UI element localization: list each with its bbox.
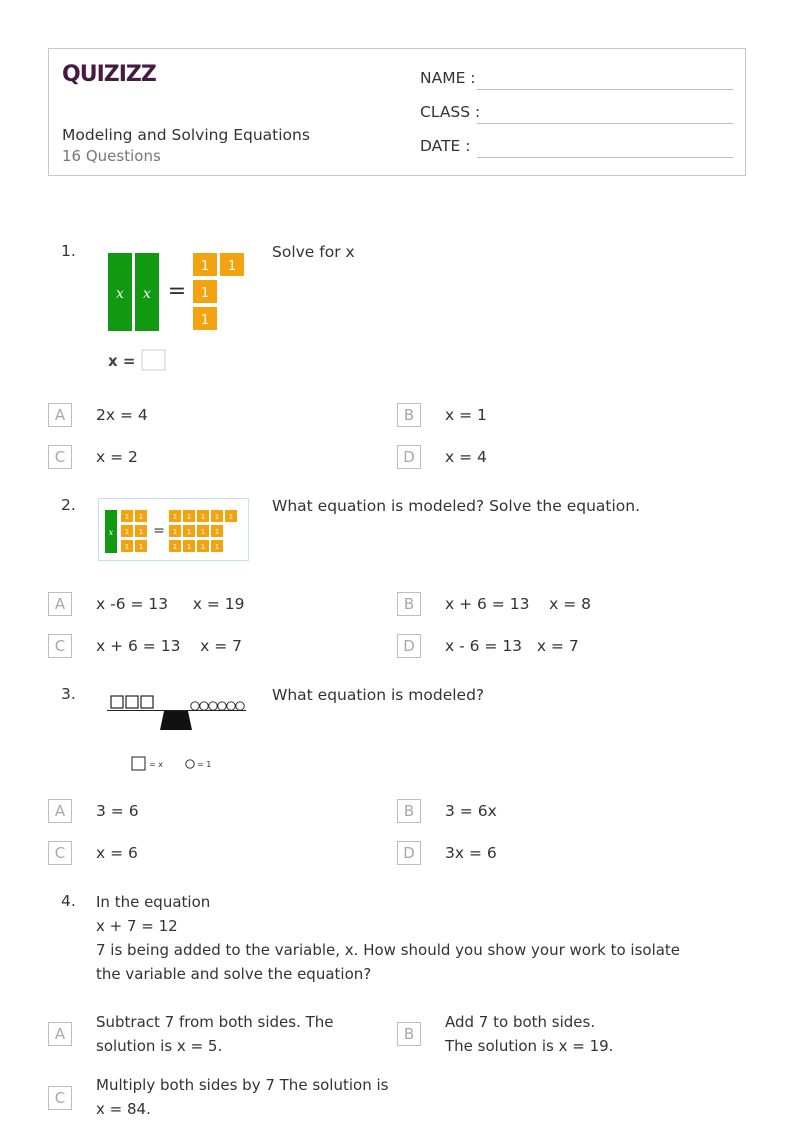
unit-tile-label: 1 <box>172 513 178 521</box>
name-field[interactable] <box>477 89 733 90</box>
option-letter[interactable]: C <box>48 445 72 469</box>
x-square <box>126 696 138 708</box>
svg-text:= 1: = 1 <box>197 760 212 769</box>
svg-text:= x: = x <box>149 760 163 769</box>
option-letter[interactable]: D <box>397 445 421 469</box>
unit-tile-label: 1 <box>172 543 178 551</box>
unit-tile-label: 1 <box>138 513 144 521</box>
question-line: In the equation <box>96 893 211 911</box>
option-text[interactable]: x = 6 <box>96 844 138 862</box>
unit-tile-label: 1 <box>228 513 234 521</box>
option-letter[interactable]: D <box>397 841 421 865</box>
question-line: x + 7 = 12 <box>96 917 178 935</box>
option-text[interactable]: Subtract 7 from both sides. The solution is x = 5. <box>96 1013 334 1055</box>
x-square <box>111 696 123 708</box>
unit-tile-label: 1 <box>200 543 206 551</box>
unit-tile-label: 1 <box>138 543 144 551</box>
unit-tile-label: 1 <box>172 528 178 536</box>
unit-tile-label: 1 <box>124 528 130 536</box>
class-field[interactable] <box>477 123 733 124</box>
unit-tile-label: 1 <box>124 543 130 551</box>
question-number: 3. <box>61 685 76 703</box>
question-count: 16 Questions <box>62 147 161 165</box>
worksheet-title: Modeling and Solving Equations <box>62 126 310 144</box>
option-text[interactable]: 3x = 6 <box>445 844 497 862</box>
option-letter[interactable]: D <box>397 634 421 658</box>
option-letter[interactable]: B <box>397 1022 421 1046</box>
svg-text:x =: x = <box>108 352 136 370</box>
unit-tile-label: 1 <box>186 543 192 551</box>
option-letter[interactable]: C <box>48 1086 72 1110</box>
option-letter[interactable]: B <box>397 799 421 823</box>
option-text[interactable]: x + 6 = 13 x = 7 <box>96 637 243 655</box>
option-letter[interactable]: A <box>48 799 72 823</box>
question-line: 7 is being added to the variable, x. How should you show your work to isolate the variable and solve the equation? <box>96 941 681 983</box>
option-text[interactable]: x -6 = 13 x = 19 <box>96 595 245 613</box>
name-label: NAME : <box>420 69 476 87</box>
option-text[interactable]: 3 = 6 <box>96 802 139 820</box>
option-text[interactable]: Add 7 to both sides. The solution is x = 19. <box>445 1013 614 1055</box>
svg-text:=: = <box>167 279 187 304</box>
unit-circles <box>191 702 244 710</box>
unit-tile-label: 1 <box>214 543 220 551</box>
unit-tile-label: 1 <box>200 528 206 536</box>
algebra-tiles-figure <box>98 498 250 562</box>
svg-text:=: = <box>153 523 165 539</box>
svg-text:1: 1 <box>200 313 210 328</box>
option-text[interactable]: x - 6 = 13 x = 7 <box>445 637 579 655</box>
question-number: 1. <box>61 242 76 260</box>
option-letter[interactable]: C <box>48 634 72 658</box>
option-text[interactable]: x = 1 <box>445 406 487 424</box>
algebra-tiles-figure <box>104 250 252 374</box>
option-text[interactable]: x = 4 <box>445 448 487 466</box>
svg-text:QUIZIZZ: QUIZIZZ <box>62 62 156 87</box>
unit-tile-label: 1 <box>186 513 192 521</box>
option-letter[interactable]: B <box>397 592 421 616</box>
svg-text:1: 1 <box>200 259 210 274</box>
quizizz-logo <box>62 59 162 87</box>
legend-square <box>132 757 145 770</box>
option-text[interactable]: x = 2 <box>96 448 138 466</box>
class-label: CLASS : <box>420 103 481 121</box>
option-text[interactable]: Multiply both sides by 7 The solution is x = 84. <box>96 1076 389 1118</box>
unit-tile-label: 1 <box>124 513 130 521</box>
question-text <box>96 890 706 986</box>
option-text[interactable]: 2x = 4 <box>96 406 148 424</box>
option-letter[interactable]: A <box>48 403 72 427</box>
svg-text:1: 1 <box>227 259 237 274</box>
option-letter[interactable]: A <box>48 1022 72 1046</box>
option-text[interactable]: 3 = 6x <box>445 802 497 820</box>
answer-box <box>142 350 165 370</box>
worksheet-header <box>48 48 746 176</box>
unit-tile-label: 1 <box>186 528 192 536</box>
balance-scale-figure <box>100 690 252 774</box>
option-letter[interactable]: A <box>48 592 72 616</box>
option-text[interactable]: x + 6 = 13 x = 8 <box>445 595 592 613</box>
svg-text:x: x <box>116 286 124 302</box>
question-number: 4. <box>61 892 76 910</box>
legend-circle <box>186 760 194 768</box>
question-text: What equation is modeled? <box>272 686 485 704</box>
date-field[interactable] <box>477 157 733 158</box>
svg-text:x: x <box>143 286 151 302</box>
question-number: 2. <box>61 496 76 514</box>
unit-tile-label: 1 <box>214 528 220 536</box>
svg-text:1: 1 <box>200 286 210 301</box>
balance-fulcrum <box>160 711 192 730</box>
unit-tile-label: 1 <box>214 513 220 521</box>
svg-text:x: x <box>108 528 114 537</box>
question-text: Solve for x <box>272 243 355 261</box>
unit-tile-label: 1 <box>200 513 206 521</box>
date-label: DATE : <box>420 137 471 155</box>
x-square <box>141 696 153 708</box>
option-letter[interactable]: B <box>397 403 421 427</box>
question-text: What equation is modeled? Solve the equation. <box>272 497 641 515</box>
option-letter[interactable]: C <box>48 841 72 865</box>
unit-tile-label: 1 <box>138 528 144 536</box>
